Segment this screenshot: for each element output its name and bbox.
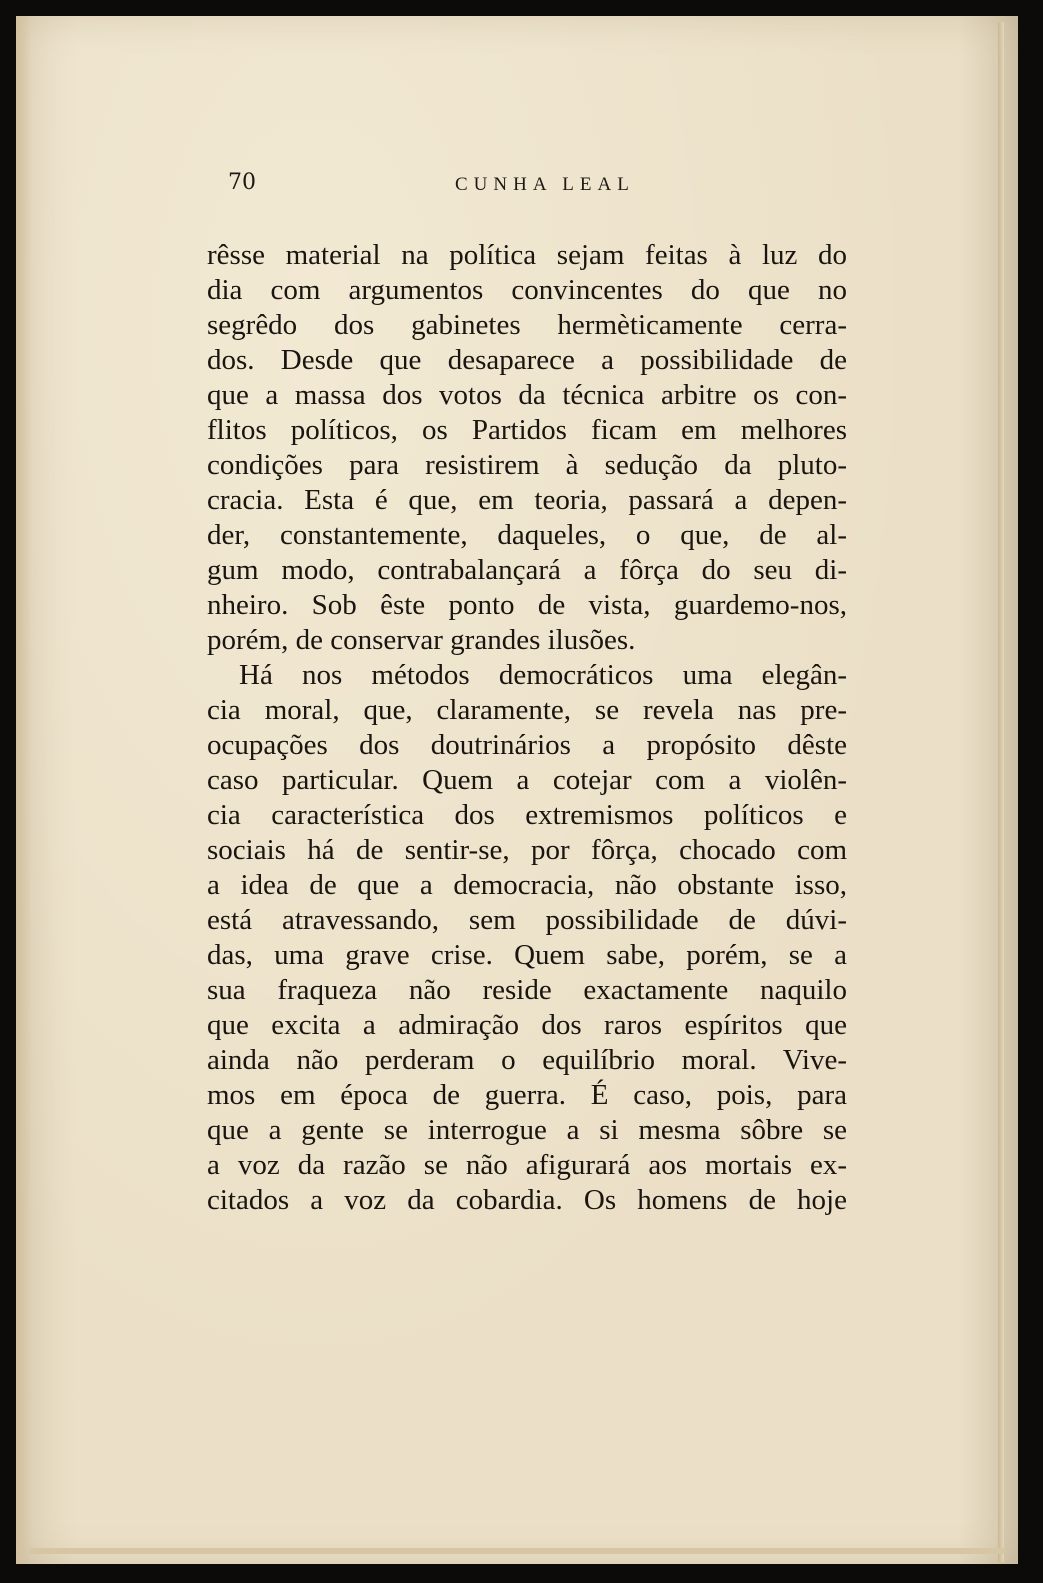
text-line: condições para resistirem à sedução da pluto-: [207, 449, 847, 481]
text-line: segrêdo dos gabinetes hermèticamente cerra-: [207, 309, 847, 341]
text-line: mos em época de guerra. É caso, pois, para: [207, 1079, 847, 1111]
text-line: dos. Desde que desaparece a possibilidade de: [207, 344, 847, 376]
text-line: das, uma grave crise. Quem sabe, porém, se a: [207, 939, 847, 971]
text-line: que a massa dos votos da técnica arbitre os con-: [207, 379, 847, 411]
text-line: que a gente se interrogue a si mesma sôbre se: [207, 1114, 847, 1146]
text-line: flitos políticos, os Partidos ficam em melhores: [207, 414, 847, 446]
text-line: cia moral, que, claramente, se revela nas pre-: [207, 694, 847, 726]
text-line: que excita a admiração dos raros espíritos que: [207, 1009, 847, 1041]
text-line: gum modo, contrabalançará a fôrça do seu di-: [207, 554, 847, 586]
text-line: nheiro. Sob êste ponto de vista, guardemo-nos,: [207, 589, 847, 621]
text-line: sociais há de sentir-se, por fôrça, chocado com: [207, 834, 847, 866]
page-edge-bottom: [30, 1548, 1005, 1554]
text-line: dia com argumentos convincentes do que no: [207, 274, 847, 306]
text-line: a idea de que a democracia, não obstante isso,: [207, 869, 847, 901]
text-line: porém, de conservar grandes ilusões.: [207, 624, 636, 656]
text-line: cracia. Esta é que, em teoria, passará a depen-: [207, 484, 847, 516]
text-line: a voz da razão se não afigurará aos mortais ex-: [207, 1149, 847, 1181]
running-title: CUNHA LEAL: [455, 174, 635, 195]
text-line: sua fraqueza não reside exactamente naquilo: [207, 974, 847, 1006]
page-edge-right: [998, 22, 1004, 1562]
paragraph-2: [207, 658, 847, 1218]
text-line: cia característica dos extremismos políticos e: [207, 799, 847, 831]
paragraph-1: [207, 238, 847, 658]
text-line: der, constantemente, daqueles, o que, de al-: [207, 519, 847, 551]
text-line: ocupações dos doutrinários a propósito dêste: [207, 729, 847, 761]
binding-shadow: [16, 16, 32, 1564]
text-line: rêsse material na política sejam feitas à luz do: [207, 239, 847, 271]
text-line: ainda não perderam o equilíbrio moral. Vive-: [207, 1044, 847, 1076]
body-text: [207, 238, 847, 1218]
page-number: 70: [228, 170, 256, 195]
text-line: Há nos métodos democráticos uma elegân-: [239, 659, 847, 691]
text-line: caso particular. Quem a cotejar com a violên-: [207, 764, 847, 796]
text-line: está atravessando, sem possibilidade de dúvi-: [207, 904, 847, 936]
text-line: citados a voz da cobardia. Os homens de hoje: [207, 1184, 847, 1216]
